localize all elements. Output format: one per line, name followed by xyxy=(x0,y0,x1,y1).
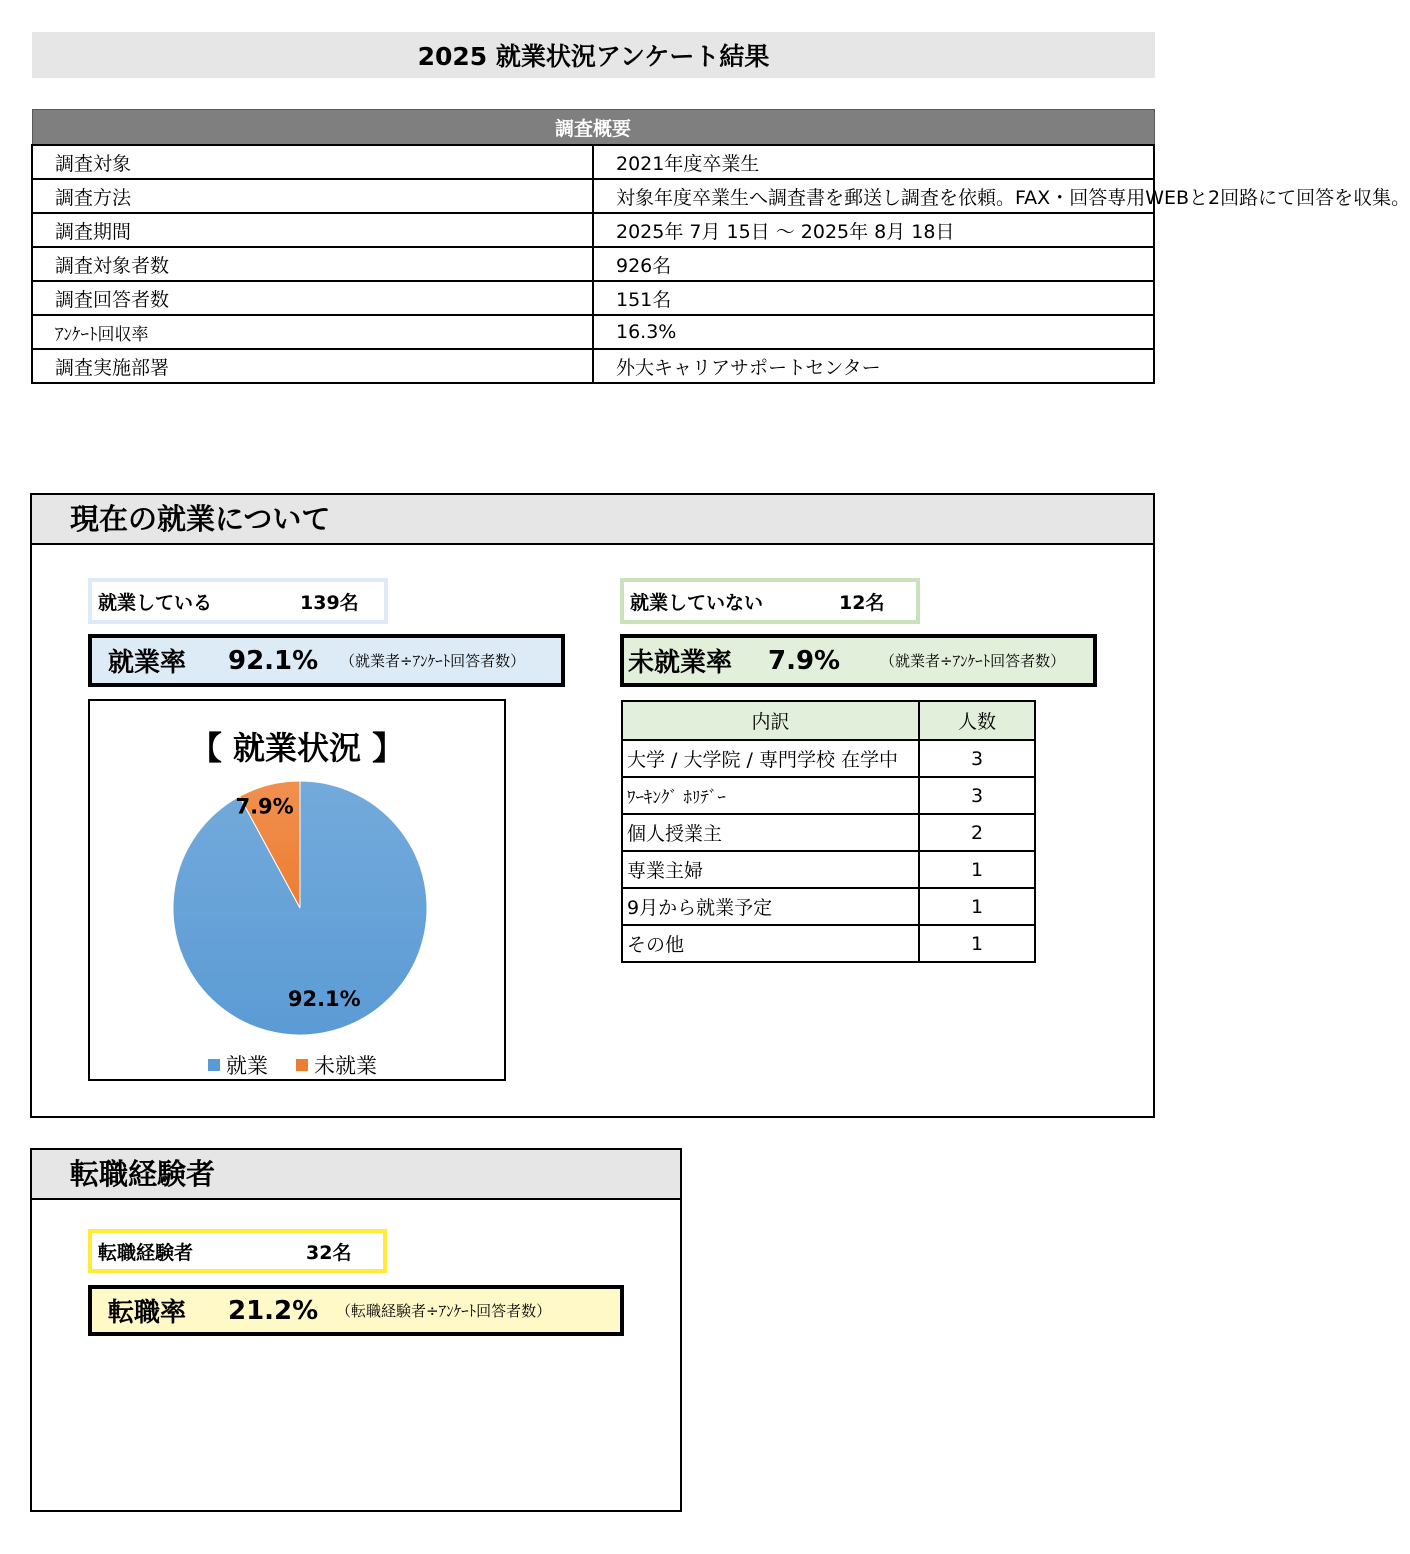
legend-swatch xyxy=(208,1059,220,1071)
table-row xyxy=(32,145,1154,179)
legend-label: 就業 xyxy=(226,1054,268,1078)
row-value: 2025年 7月 15日 ～ 2025年 8月 18日 xyxy=(593,213,1154,247)
legend-label: 未就業 xyxy=(314,1054,377,1078)
table-row xyxy=(622,851,1035,888)
breakdown-count: 1 xyxy=(919,888,1035,925)
table-row xyxy=(32,179,1154,213)
employed-label: 就業している xyxy=(98,591,213,614)
row-value: 151名 xyxy=(593,281,1154,315)
row-key: 調査期間 xyxy=(32,213,593,247)
breakdown-label: ﾜｰｷﾝｸﾞ ﾎﾘﾃﾞｰ xyxy=(622,777,919,814)
employment-rate-box xyxy=(88,634,565,687)
unemployment-rate-label: 未就業率 xyxy=(628,648,733,678)
breakdown-count: 1 xyxy=(919,925,1035,962)
row-value: 外大キャリアサポートセンター xyxy=(593,349,1154,383)
employed-count: 139名 xyxy=(300,591,359,614)
breakdown-label: 大学 / 大学院 / 専門学校 在学中 xyxy=(622,740,919,777)
row-key: 調査対象者数 xyxy=(32,247,593,281)
pie-chart-svg xyxy=(90,701,504,1079)
breakdown-header-label: 内訳 xyxy=(622,701,919,740)
row-key: 調査回答者数 xyxy=(32,281,593,315)
job-change-label: 転職経験者 xyxy=(98,1241,194,1264)
row-value: 16.3% xyxy=(593,315,1154,349)
breakdown-count: 3 xyxy=(919,740,1035,777)
row-key: 調査方法 xyxy=(32,179,593,213)
job-change-rate-box xyxy=(88,1285,624,1336)
employed-count-box xyxy=(88,578,388,624)
job-change-rate-label: 転職率 xyxy=(108,1298,187,1328)
row-key: 調査実施部署 xyxy=(32,349,593,383)
job-change-count: 32名 xyxy=(306,1241,352,1264)
unemployment-rate-value: 7.9% xyxy=(768,645,841,676)
employment-rate-value: 92.1% xyxy=(228,645,319,676)
row-value: 対象年度卒業生へ調査書を郵送し調査を依頼。FAX・回答専用WEBと2回路にて回答を収集。 xyxy=(593,179,1154,213)
breakdown-header-count: 人数 xyxy=(919,701,1035,740)
overview-table xyxy=(31,109,1410,384)
table-row xyxy=(32,349,1154,383)
breakdown-label: 専業主婦 xyxy=(622,851,919,888)
job-change-count-box xyxy=(88,1229,387,1273)
breakdown-label: その他 xyxy=(622,925,919,962)
table-row xyxy=(622,777,1035,814)
table-row xyxy=(32,213,1154,247)
employment-rate-label: 就業率 xyxy=(108,648,187,678)
employment-rate-note: （就業者÷ｱﾝｹｰﾄ回答者数） xyxy=(340,652,526,670)
unemployed-count-box xyxy=(620,578,920,624)
unemployed-label: 就業していない xyxy=(630,591,764,614)
row-key: 調査対象 xyxy=(32,145,593,179)
job-change-rate-value: 21.2% xyxy=(228,1295,319,1326)
breakdown-count: 2 xyxy=(919,814,1035,851)
table-row xyxy=(622,888,1035,925)
table-row xyxy=(32,281,1154,315)
chart-title: 【 就業状況 】 xyxy=(189,729,405,767)
breakdown-count: 1 xyxy=(919,851,1035,888)
breakdown-count: 3 xyxy=(919,777,1035,814)
table-row xyxy=(32,247,1154,281)
slice-label: 7.9% xyxy=(235,794,294,819)
table-row xyxy=(622,925,1035,962)
overview-header: 調査概要 xyxy=(32,110,1154,146)
row-value: 926名 xyxy=(593,247,1154,281)
row-key: ｱﾝｹｰﾄ回収率 xyxy=(32,315,593,349)
table-row xyxy=(622,740,1035,777)
unemployment-rate-box xyxy=(620,634,1097,687)
legend-swatch xyxy=(296,1059,308,1071)
table-row xyxy=(622,814,1035,851)
job-change-heading: 転職経験者 xyxy=(32,1150,680,1200)
unemployed-count: 12名 xyxy=(839,591,885,614)
breakdown-label: 個人授業主 xyxy=(622,814,919,851)
employment-heading: 現在の就業について xyxy=(32,495,1153,545)
unemployment-rate-note: （就業者÷ｱﾝｹｰﾄ回答者数） xyxy=(880,652,1066,670)
employment-pie-chart xyxy=(88,699,506,1081)
breakdown-label: 9月から就業予定 xyxy=(622,888,919,925)
slice-label: 92.1% xyxy=(287,987,361,1012)
breakdown-table xyxy=(621,700,1036,963)
job-change-rate-note: （転職経験者÷ｱﾝｹｰﾄ回答者数） xyxy=(336,1302,552,1320)
table-row xyxy=(32,315,1154,349)
page-title: 2025 就業状況アンケート結果 xyxy=(32,32,1155,78)
row-value: 2021年度卒業生 xyxy=(593,145,1154,179)
